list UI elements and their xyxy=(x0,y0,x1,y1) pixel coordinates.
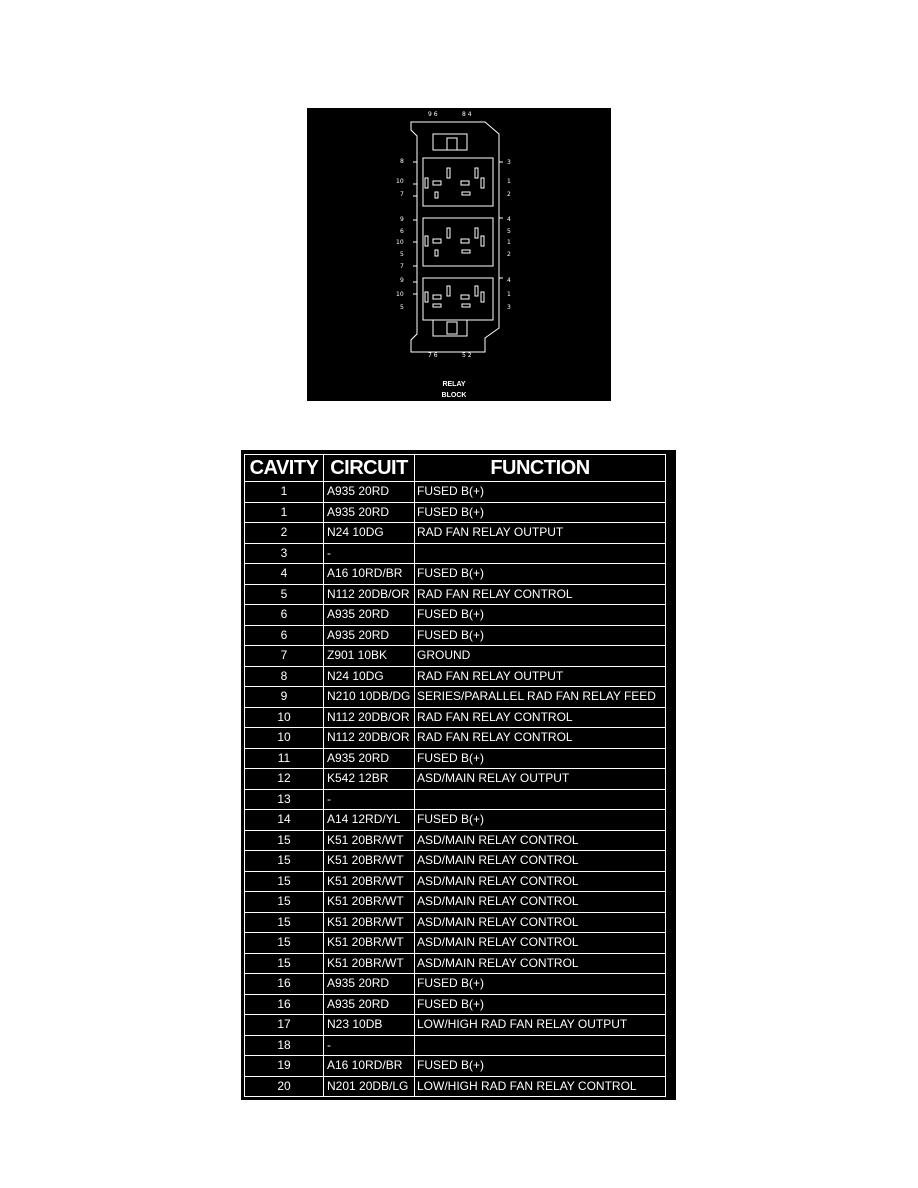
left-pin-label: 6 xyxy=(400,228,404,235)
table-row xyxy=(245,564,666,585)
cavity-cell: 15 xyxy=(245,830,324,851)
relay-block-drawing xyxy=(307,108,611,401)
table-header-row xyxy=(245,455,666,482)
circuit-cell: K51 20BR/WT xyxy=(324,830,415,851)
cavity-cell: 5 xyxy=(245,584,324,605)
function-cell: ASD/MAIN RELAY CONTROL xyxy=(415,953,666,974)
function-cell: FUSED B(+) xyxy=(415,994,666,1015)
circuit-cell: N112 20DB/OR xyxy=(324,584,415,605)
top-pin-numbers-left: 9 6 xyxy=(428,111,438,118)
diagram-caption-line1: RELAY xyxy=(442,381,466,388)
circuit-cell: N24 10DG xyxy=(324,523,415,544)
cavity-cell: 18 xyxy=(245,1035,324,1056)
cavity-cell: 1 xyxy=(245,502,324,523)
circuit-cell: K51 20BR/WT xyxy=(324,871,415,892)
table-row xyxy=(245,1035,666,1056)
circuit-cell: A935 20RD xyxy=(324,994,415,1015)
right-pin-label: 3 xyxy=(507,159,511,166)
circuit-cell: N112 20DB/OR xyxy=(324,707,415,728)
cavity-cell: 8 xyxy=(245,666,324,687)
cavity-cell: 12 xyxy=(245,769,324,790)
circuit-cell: A935 20RD xyxy=(324,502,415,523)
left-pin-label: 10 xyxy=(396,291,404,298)
function-cell: GROUND xyxy=(415,646,666,667)
circuit-cell: K51 20BR/WT xyxy=(324,953,415,974)
circuit-cell: N23 10DB xyxy=(324,1015,415,1036)
circuit-cell: N210 10DB/DG xyxy=(324,687,415,708)
table-row xyxy=(245,953,666,974)
cavity-cell: 15 xyxy=(245,871,324,892)
cavity-cell: 19 xyxy=(245,1056,324,1077)
function-cell: FUSED B(+) xyxy=(415,502,666,523)
function-cell: ASD/MAIN RELAY CONTROL xyxy=(415,892,666,913)
cavity-cell: 7 xyxy=(245,646,324,667)
cavity-cell: 16 xyxy=(245,994,324,1015)
circuit-cell: A935 20RD xyxy=(324,625,415,646)
cavity-cell: 17 xyxy=(245,1015,324,1036)
right-pin-label: 5 xyxy=(507,228,511,235)
right-pin-label: 4 xyxy=(507,277,511,284)
function-cell: FUSED B(+) xyxy=(415,1056,666,1077)
right-pin-label: 1 xyxy=(507,291,511,298)
cavity-table-panel xyxy=(241,450,676,1100)
header-function: FUNCTION xyxy=(415,455,666,482)
function-cell: SERIES/PARALLEL RAD FAN RELAY FEED xyxy=(415,687,666,708)
table-row xyxy=(245,769,666,790)
table-row xyxy=(245,687,666,708)
table-row xyxy=(245,605,666,626)
cavity-cell: 14 xyxy=(245,810,324,831)
table-row xyxy=(245,830,666,851)
relay-block-diagram xyxy=(307,108,611,401)
table-row xyxy=(245,625,666,646)
function-cell: ASD/MAIN RELAY CONTROL xyxy=(415,871,666,892)
circuit-cell: A935 20RD xyxy=(324,605,415,626)
circuit-cell: - xyxy=(324,543,415,564)
function-cell: FUSED B(+) xyxy=(415,605,666,626)
table-row xyxy=(245,1076,666,1097)
table-row xyxy=(245,892,666,913)
table-row xyxy=(245,994,666,1015)
function-cell: FUSED B(+) xyxy=(415,748,666,769)
cavity-cell: 6 xyxy=(245,605,324,626)
right-pin-label: 4 xyxy=(507,216,511,223)
table-row xyxy=(245,851,666,872)
function-cell: ASD/MAIN RELAY OUTPUT xyxy=(415,769,666,790)
cavity-cell: 15 xyxy=(245,851,324,872)
circuit-cell: K542 12BR xyxy=(324,769,415,790)
cavity-cell: 20 xyxy=(245,1076,324,1097)
left-pin-label: 7 xyxy=(400,263,404,270)
circuit-cell: A14 12RD/YL xyxy=(324,810,415,831)
circuit-cell: N112 20DB/OR xyxy=(324,728,415,749)
table-row xyxy=(245,974,666,995)
table-row xyxy=(245,584,666,605)
cavity-cell: 15 xyxy=(245,892,324,913)
function-cell: ASD/MAIN RELAY CONTROL xyxy=(415,912,666,933)
table-row xyxy=(245,933,666,954)
left-pin-label: 8 xyxy=(400,158,404,165)
right-pin-label: 2 xyxy=(507,251,511,258)
cavity-cell: 2 xyxy=(245,523,324,544)
left-pin-label: 7 xyxy=(400,191,404,198)
cavity-table xyxy=(244,454,666,1097)
circuit-cell: A935 20RD xyxy=(324,748,415,769)
table-row xyxy=(245,728,666,749)
table-row xyxy=(245,666,666,687)
function-cell: FUSED B(+) xyxy=(415,625,666,646)
table-row xyxy=(245,502,666,523)
table-row xyxy=(245,482,666,503)
table-row xyxy=(245,646,666,667)
table-row xyxy=(245,871,666,892)
table-body xyxy=(245,482,666,1097)
table-row xyxy=(245,789,666,810)
function-cell: FUSED B(+) xyxy=(415,564,666,585)
circuit-cell: K51 20BR/WT xyxy=(324,892,415,913)
circuit-cell: - xyxy=(324,1035,415,1056)
table-row xyxy=(245,912,666,933)
right-pin-label: 1 xyxy=(507,178,511,185)
right-pin-label: 3 xyxy=(507,304,511,311)
function-cell: FUSED B(+) xyxy=(415,482,666,503)
table-row xyxy=(245,1056,666,1077)
function-cell: LOW/HIGH RAD FAN RELAY CONTROL xyxy=(415,1076,666,1097)
circuit-cell: K51 20BR/WT xyxy=(324,912,415,933)
circuit-cell: N24 10DG xyxy=(324,666,415,687)
function-cell: RAD FAN RELAY OUTPUT xyxy=(415,523,666,544)
cavity-cell: 15 xyxy=(245,912,324,933)
cavity-cell: 10 xyxy=(245,707,324,728)
function-cell: FUSED B(+) xyxy=(415,810,666,831)
function-cell: RAD FAN RELAY CONTROL xyxy=(415,728,666,749)
left-pin-label: 9 xyxy=(400,216,404,223)
header-cavity: CAVITY xyxy=(245,455,324,482)
table-row xyxy=(245,523,666,544)
cavity-cell: 15 xyxy=(245,953,324,974)
left-pin-label: 10 xyxy=(396,239,404,246)
diagram-caption-line2: BLOCK xyxy=(441,392,467,399)
cavity-cell: 6 xyxy=(245,625,324,646)
table-row xyxy=(245,810,666,831)
circuit-cell: K51 20BR/WT xyxy=(324,933,415,954)
cavity-cell: 15 xyxy=(245,933,324,954)
cavity-cell: 4 xyxy=(245,564,324,585)
cavity-cell: 11 xyxy=(245,748,324,769)
function-cell: RAD FAN RELAY OUTPUT xyxy=(415,666,666,687)
right-pin-label: 2 xyxy=(507,191,511,198)
cavity-cell: 1 xyxy=(245,482,324,503)
right-pin-label: 1 xyxy=(507,239,511,246)
circuit-cell: N201 20DB/LG xyxy=(324,1076,415,1097)
bottom-pin-numbers-left: 7 6 xyxy=(428,352,438,359)
left-pin-label: 9 xyxy=(400,277,404,284)
circuit-cell: - xyxy=(324,789,415,810)
function-cell: ASD/MAIN RELAY CONTROL xyxy=(415,851,666,872)
top-pin-numbers-right: 8 4 xyxy=(462,111,472,118)
function-cell: ASD/MAIN RELAY CONTROL xyxy=(415,933,666,954)
function-cell: FUSED B(+) xyxy=(415,974,666,995)
function-cell xyxy=(415,543,666,564)
circuit-cell: Z901 10BK xyxy=(324,646,415,667)
circuit-cell: A935 20RD xyxy=(324,482,415,503)
header-circuit: CIRCUIT xyxy=(324,455,415,482)
bottom-pin-numbers-right: 5 2 xyxy=(462,352,472,359)
circuit-cell: A935 20RD xyxy=(324,974,415,995)
function-cell: ASD/MAIN RELAY CONTROL xyxy=(415,830,666,851)
cavity-cell: 10 xyxy=(245,728,324,749)
cavity-cell: 13 xyxy=(245,789,324,810)
function-cell xyxy=(415,789,666,810)
function-cell xyxy=(415,1035,666,1056)
function-cell: RAD FAN RELAY CONTROL xyxy=(415,707,666,728)
table-row xyxy=(245,748,666,769)
table-row xyxy=(245,543,666,564)
cavity-cell: 9 xyxy=(245,687,324,708)
table-row xyxy=(245,707,666,728)
circuit-cell: K51 20BR/WT xyxy=(324,851,415,872)
function-cell: LOW/HIGH RAD FAN RELAY OUTPUT xyxy=(415,1015,666,1036)
circuit-cell: A16 10RD/BR xyxy=(324,1056,415,1077)
left-pin-label: 5 xyxy=(400,251,404,258)
cavity-cell: 3 xyxy=(245,543,324,564)
left-pin-label: 10 xyxy=(396,178,404,185)
circuit-cell: A16 10RD/BR xyxy=(324,564,415,585)
function-cell: RAD FAN RELAY CONTROL xyxy=(415,584,666,605)
cavity-cell: 16 xyxy=(245,974,324,995)
table-row xyxy=(245,1015,666,1036)
left-pin-label: 5 xyxy=(400,304,404,311)
